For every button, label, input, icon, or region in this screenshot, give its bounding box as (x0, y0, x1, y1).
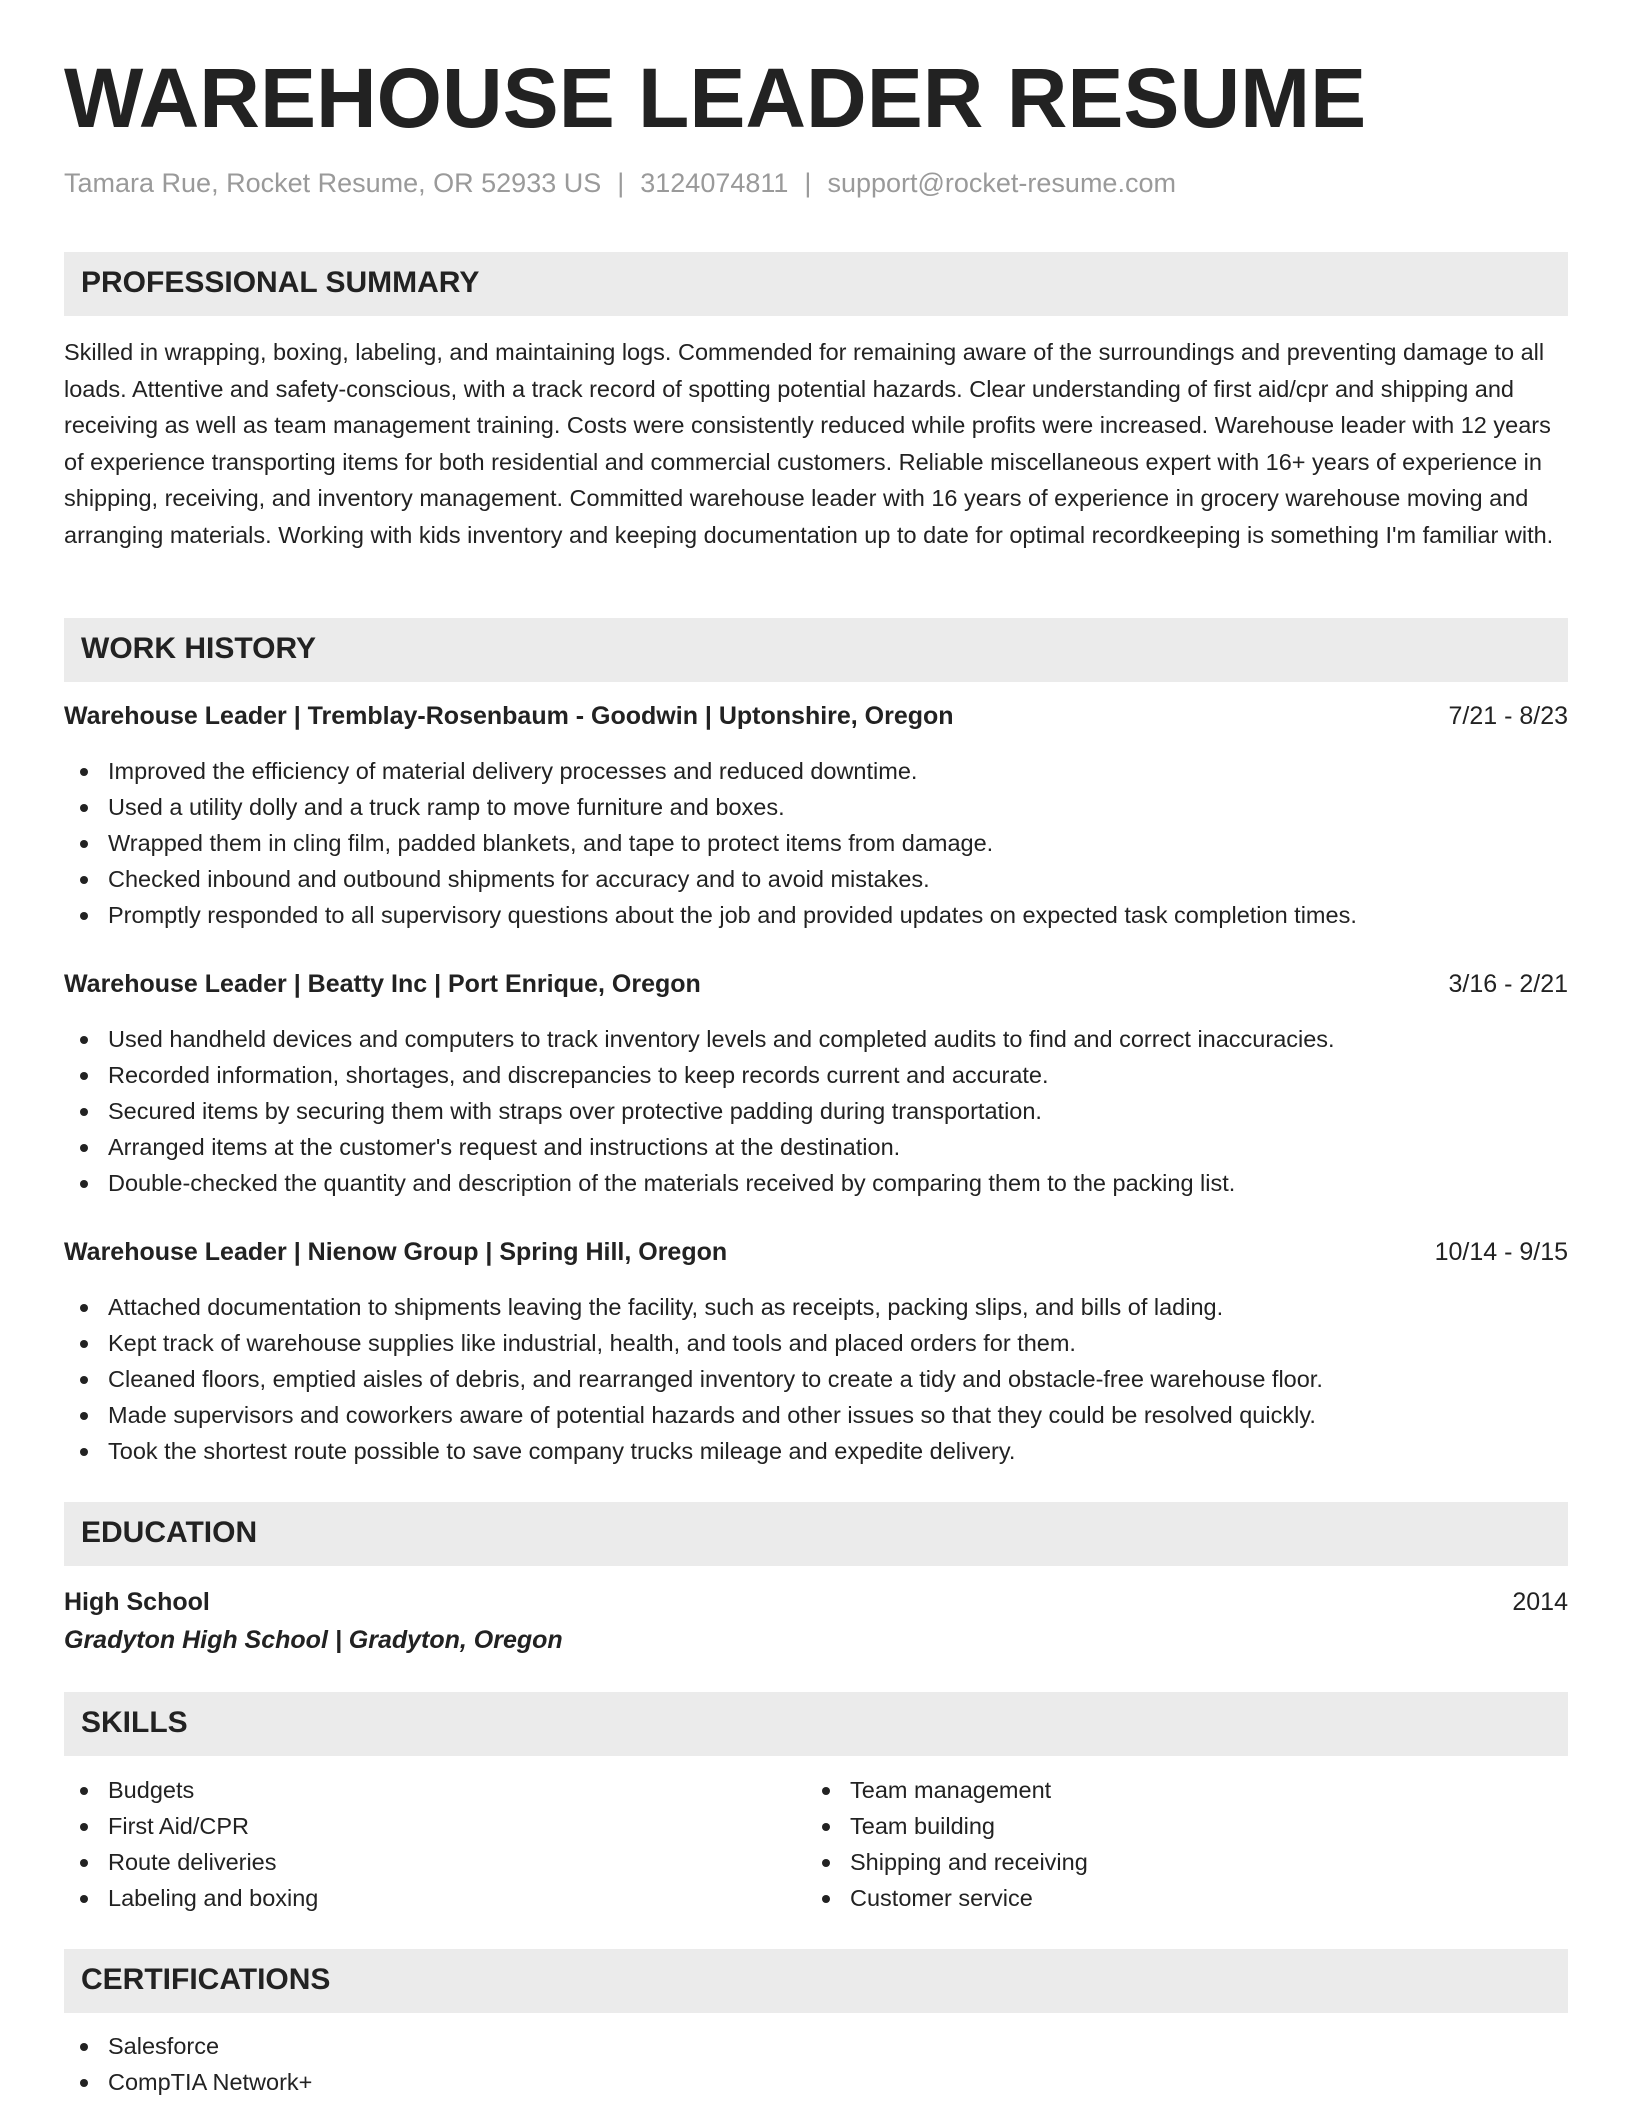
contact-separator: | (617, 168, 625, 198)
job-bullet: Used a utility dolly and a truck ramp to move furniture and boxes. (64, 789, 1568, 825)
skills-section-header (64, 1692, 1568, 1756)
summary-text: Skilled in wrapping, boxing, labeling, and maintaining logs. Commended for remaining aware of the surroundings and preventing damage to all loads. Attentive and safety-conscious, with a track record of spotting potential hazards. Clear understanding of first aid/cpr and shipping and receiving as well as team management training. Costs were consistently reduced while profits were increased. Warehouse leader with 12 years of experience transporting items for both residential and commercial customers. Reliable miscellaneous expert with 16+ years of experience in shipping, receiving, and inventory management. Committed warehouse leader with 16 years of experience in grocery warehouse moving and arranging materials. Working with kids inventory and keeping documentation up to date for optimal recordkeeping is something I'm familiar with. (64, 339, 1554, 548)
contact-line (64, 168, 1176, 199)
job-dates: 7/21 - 8/23 (1448, 702, 1568, 730)
education-school: Gradyton High School | Gradyton, Oregon (64, 1626, 563, 1654)
resume-title: WAREHOUSE LEADER RESUME (64, 51, 1367, 145)
skill-item: Labeling and boxing (64, 1880, 764, 1916)
job-bullet-list (64, 1289, 1568, 1469)
education-section-header (64, 1502, 1568, 1566)
skill-item: Budgets (64, 1772, 764, 1808)
certification-item: CompTIA Network+ (64, 2064, 1568, 2100)
job-title: Warehouse Leader | Tremblay-Rosenbaum - Goodwin | Uptonshire, Oregon (64, 702, 954, 730)
summary-section-header (64, 252, 1568, 316)
job-bullet: Secured items by securing them with straps over protective padding during transportation. (64, 1093, 1568, 1129)
job-bullet: Promptly responded to all supervisory questions about the job and provided updates on expected task completion times. (64, 897, 1568, 933)
skill-item: Shipping and receiving (806, 1844, 1506, 1880)
job-bullet: Double-checked the quantity and description of the materials received by comparing them to the packing list. (64, 1165, 1568, 1201)
contact-phone: 3124074811 (640, 168, 789, 198)
skill-item: Team building (806, 1808, 1506, 1844)
job-bullet: Wrapped them in cling film, padded blankets, and tape to protect items from damage. (64, 825, 1568, 861)
job-dates: 3/16 - 2/21 (1448, 970, 1568, 998)
skill-item: Customer service (806, 1880, 1506, 1916)
job-entry-header (64, 702, 1568, 736)
job-bullet: Took the shortest route possible to save company trucks mileage and expedite delivery. (64, 1433, 1568, 1469)
job-bullet: Recorded information, shortages, and discrepancies to keep records current and accurate. (64, 1057, 1568, 1093)
job-dates: 10/14 - 9/15 (1434, 1238, 1568, 1266)
job-entry-header (64, 970, 1568, 1004)
contact-address: Tamara Rue, Rocket Resume, OR 52933 US (64, 168, 602, 198)
job-bullet-list (64, 1021, 1568, 1201)
education-degree: High School (64, 1588, 210, 1616)
job-bullet: Checked inbound and outbound shipments for accuracy and to avoid mistakes. (64, 861, 1568, 897)
job-bullet: Arranged items at the customer's request and instructions at the destination. (64, 1129, 1568, 1165)
job-bullet: Cleaned floors, emptied aisles of debris, and rearranged inventory to create a tidy and obstacle-free warehouse floor. (64, 1361, 1568, 1397)
certification-item: Salesforce (64, 2028, 1568, 2064)
skill-item: First Aid/CPR (64, 1808, 764, 1844)
certifications-heading: CERTIFICATIONS (81, 1963, 331, 1996)
skills-list-right (806, 1772, 1506, 1916)
contact-separator: | (804, 168, 812, 198)
job-bullet: Improved the efficiency of material delivery processes and reduced downtime. (64, 753, 1568, 789)
skills-list-left (64, 1772, 764, 1916)
job-entry-header (64, 1238, 1568, 1272)
certifications-section-header (64, 1949, 1568, 2013)
certifications-list (64, 2028, 1568, 2100)
job-bullet: Made supervisors and coworkers aware of potential hazards and other issues so that they could be resolved quickly. (64, 1397, 1568, 1433)
skill-item: Team management (806, 1772, 1506, 1808)
job-title: Warehouse Leader | Nienow Group | Spring Hill, Oregon (64, 1238, 728, 1266)
education-heading: EDUCATION (81, 1516, 258, 1549)
skills-heading: SKILLS (81, 1706, 188, 1739)
job-bullet: Used handheld devices and computers to track inventory levels and completed audits to find and correct inaccuracies. (64, 1021, 1568, 1057)
job-title: Warehouse Leader | Beatty Inc | Port Enrique, Oregon (64, 970, 701, 998)
work-history-heading: WORK HISTORY (81, 632, 317, 665)
job-bullet-list (64, 753, 1568, 933)
summary-heading: PROFESSIONAL SUMMARY (81, 266, 480, 299)
job-bullet: Kept track of warehouse supplies like industrial, health, and tools and placed orders for them. (64, 1325, 1568, 1361)
work-history-section-header (64, 618, 1568, 682)
skill-item: Route deliveries (64, 1844, 764, 1880)
education-year: 2014 (1512, 1588, 1568, 1616)
contact-email: support@rocket-resume.com (827, 168, 1176, 198)
job-bullet: Attached documentation to shipments leaving the facility, such as receipts, packing slips, and bills of lading. (64, 1289, 1568, 1325)
